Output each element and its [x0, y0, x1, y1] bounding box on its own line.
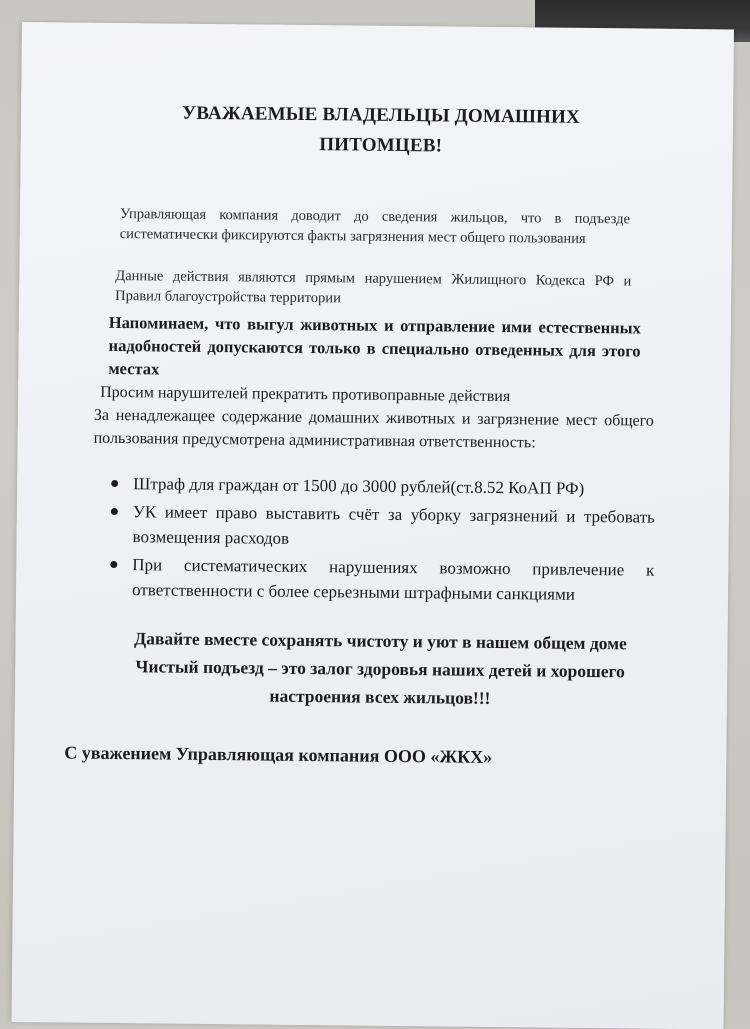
closing-line-2: Чистый подъезд – это залог здоровья наших детей и хорошего — [135, 656, 625, 682]
list-item-text: УК имеет право выставить счёт за уборку загрязнений и требовать возмещения расходов — [132, 502, 655, 548]
paragraph-intro: Управляющая компания доводит до сведения жильцов, что в подъезде систематически фиксируются факты загрязнения мест общего пользования — [119, 206, 631, 247]
list-item-text: При систематических нарушениях возможно привлечение к ответственности с более серьезными штрафными санкциями — [131, 555, 655, 604]
signature-line: С уважением Управляющая компания ООО «ЖКХ» — [64, 742, 493, 767]
paragraph-request: Просим нарушителей прекратить противоправные действия — [100, 383, 511, 406]
title-line-1: УВАЖАЕМЫЕ ВЛАДЕЛЬЦЫ ДОМАШНИХ — [182, 102, 581, 128]
bullet-icon — [111, 480, 118, 487]
list-item-text: Штраф для граждан от 1500 до 3000 рублей(ст.8.52 КоАП РФ) — [133, 474, 585, 498]
notice-sheet — [12, 22, 734, 1029]
paragraph-reminder: Напоминаем, что выгул животных и отправление ими естественных надобностей допускаются только в специально отведенных для этого местах — [108, 312, 641, 379]
bullet-icon — [110, 561, 117, 568]
list-item — [107, 471, 655, 502]
list-item — [106, 552, 654, 608]
closing-line-1: Давайте вместе сохранять чистоту и уют в нашем общем доме — [134, 628, 627, 654]
paragraph-violation: Данные действия являются прямым нарушением Жилищного Кодекса РФ и Правил благоустройства территории — [115, 267, 632, 307]
notice-title — [81, 98, 682, 164]
bullet-icon — [111, 508, 118, 515]
closing-line-3: настроения всех жильцов!!! — [269, 685, 491, 708]
penalty-list — [106, 471, 655, 611]
title-line-2: ПИТОМЦЕВ! — [319, 134, 443, 157]
paragraph-responsibility: За ненадлежащее содержание домашних животных и загрязнение мест общего пользования предусмотрена административная ответственность: — [93, 406, 654, 452]
closing-appeal — [75, 624, 686, 714]
list-item — [106, 499, 654, 555]
